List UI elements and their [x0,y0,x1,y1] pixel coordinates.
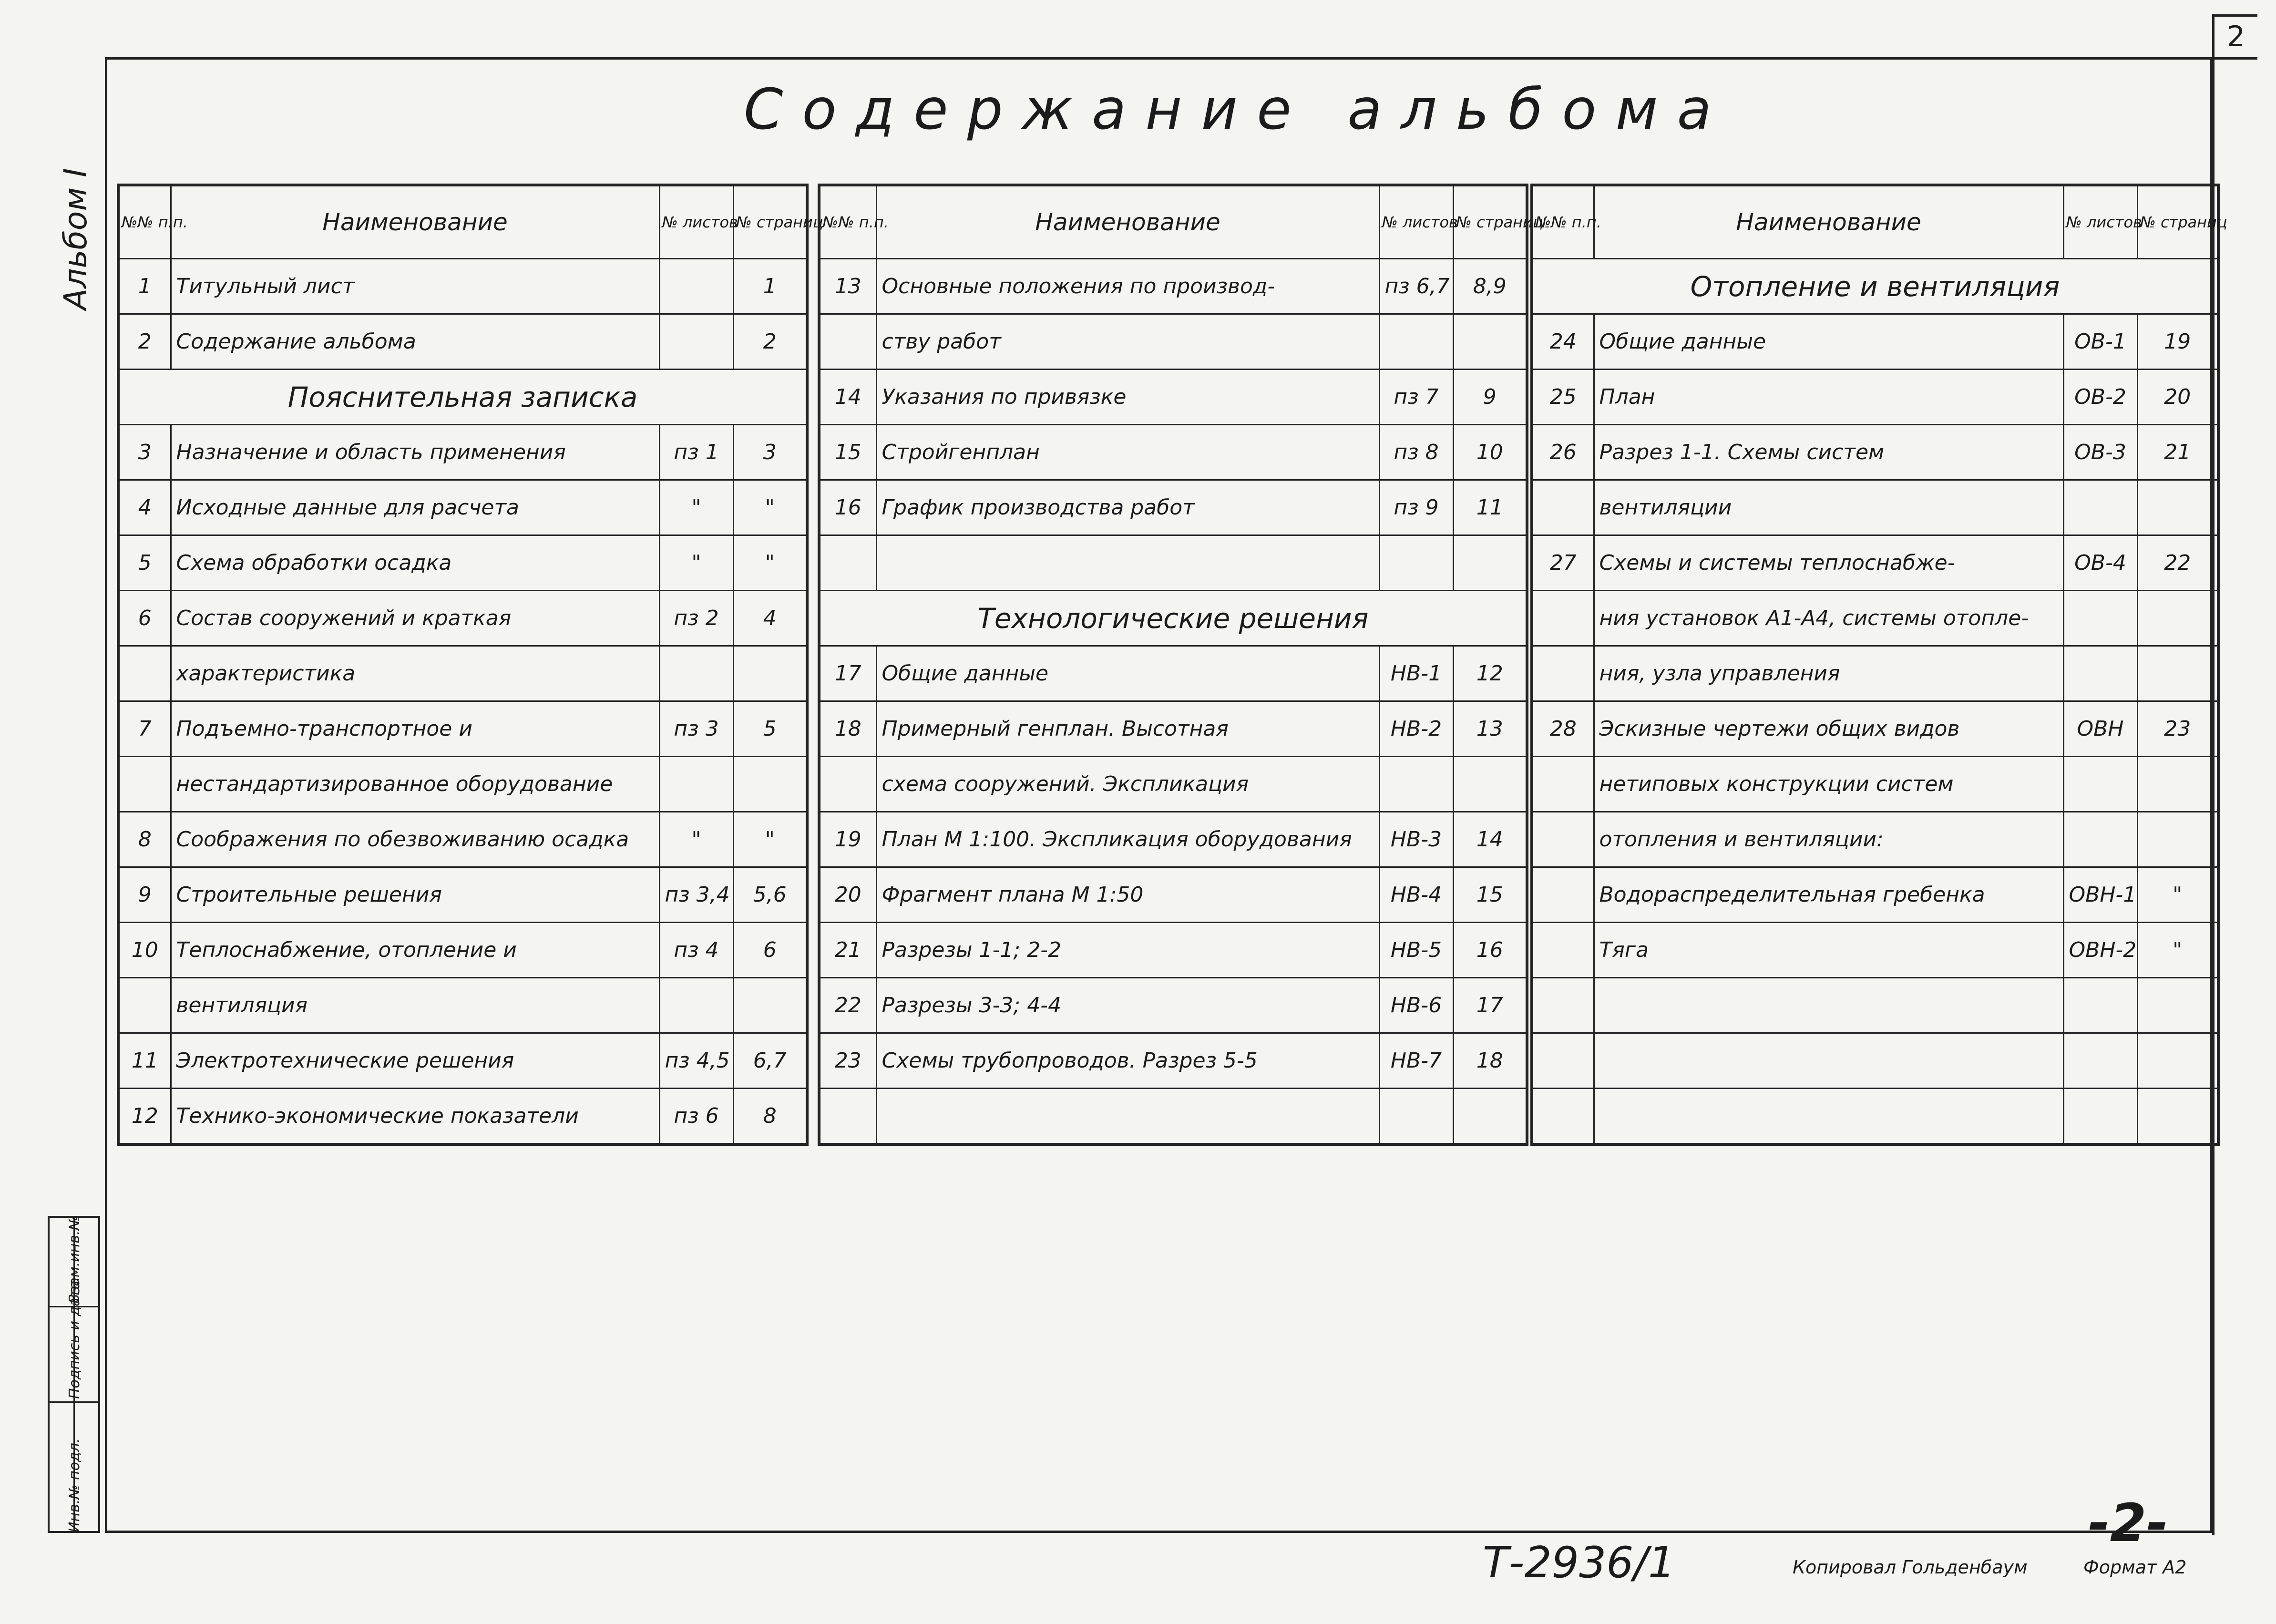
row-number [1532,978,1594,1033]
row-sheets: пз 2 [659,591,733,646]
row-pages: 22 [2137,535,2218,591]
section-row [118,370,807,425]
row-name: Эскизные чертежи общих видов [1594,701,2063,757]
row-number [1532,1033,1594,1089]
row-pages [2137,1033,2218,1089]
copied-by: Копировал Гольденбаум [1793,1557,2028,1578]
row-name: Фрагмент плана М 1:50 [876,867,1379,923]
row-name: нестандартизированное оборудование [171,757,659,812]
table-row [118,1089,807,1145]
page-number: -2- [2088,1492,2168,1553]
row-sheets [2063,1033,2137,1089]
header-name: Наименование [1594,185,2063,259]
table-row [118,701,807,757]
row-sheets: пз 6 [659,1089,733,1145]
row-sheets: ОВ-3 [2063,425,2137,480]
row-pages: 8 [733,1089,807,1145]
table-row [1532,314,2218,370]
table-row [118,591,807,646]
row-sheets: НВ-3 [1379,812,1453,867]
row-sheets [1379,314,1453,370]
row-name [876,535,1379,591]
row-number: 4 [118,480,171,535]
row-name: План [1594,370,2063,425]
row-number: 2 [118,314,171,370]
row-sheets [1379,535,1453,591]
row-pages: 9 [1453,370,1527,425]
row-pages [733,646,807,701]
table-row [118,978,807,1033]
row-name: Основные положения по производ- [876,259,1379,314]
table-row [118,535,807,591]
row-pages: 3 [733,425,807,480]
header-sheets: № листов [1379,185,1453,259]
table-row [1532,867,2218,923]
toc-table-1 [117,184,823,1146]
row-sheets [659,259,733,314]
row-sheets: НВ-6 [1379,978,1453,1033]
row-name: Стройгенплан [876,425,1379,480]
row-number: 10 [118,923,171,978]
table-row [819,259,1527,314]
row-number [1532,757,1594,812]
row-sheets [2063,591,2137,646]
table-row [118,757,807,812]
row-sheets [2063,978,2137,1033]
row-pages [1453,535,1527,591]
row-name: характеристика [171,646,659,701]
row-name: Разрезы 1-1; 2-2 [876,923,1379,978]
row-sheets: ОВ-2 [2063,370,2137,425]
row-number [1532,1089,1594,1145]
page-title: Содержание альбома [744,76,1731,142]
row-pages [2137,646,2218,701]
corner-page-number: 2 [2212,14,2257,60]
header-num: №№ п.п. [118,185,171,259]
row-name: Тяга [1594,923,2063,978]
row-sheets: ОВ-4 [2063,535,2137,591]
row-sheets: пз 6,7 [1379,259,1453,314]
row-name: схема сооружений. Экспликация [876,757,1379,812]
row-number [118,757,171,812]
row-sheets: НВ-4 [1379,867,1453,923]
row-number: 3 [118,425,171,480]
row-name: Состав сооружений и краткая [171,591,659,646]
row-number: 28 [1532,701,1594,757]
row-number: 13 [819,259,876,314]
table-row [1532,923,2218,978]
row-number: 11 [118,1033,171,1089]
table-row [819,1089,1527,1145]
row-sheets [659,757,733,812]
row-name: Разрезы 3-3; 4-4 [876,978,1379,1033]
row-pages: 6,7 [733,1033,807,1089]
row-number: 23 [819,1033,876,1089]
row-sheets [659,646,733,701]
side-stamp [48,1216,100,1533]
document-code: Т-2936/1 [1483,1538,1676,1588]
row-name: ству работ [876,314,1379,370]
row-sheets: пз 3,4 [659,867,733,923]
row-number [1532,646,1594,701]
row-name: Разрез 1-1. Схемы систем [1594,425,2063,480]
row-number: 14 [819,370,876,425]
row-name: ния установок А1-А4, системы отопле- [1594,591,2063,646]
row-sheets [2063,1089,2137,1145]
row-pages: 11 [1453,480,1527,535]
row-pages: " [733,812,807,867]
row-pages: 21 [2137,425,2218,480]
row-number: 15 [819,425,876,480]
table-row [1532,425,2218,480]
toc-table-2 [818,184,1543,1146]
row-sheets [2063,646,2137,701]
row-pages: 5 [733,701,807,757]
row-name: Соображения по обезвоживанию осадка [171,812,659,867]
row-sheets: НВ-7 [1379,1033,1453,1089]
row-name: Теплоснабжение, отопление и [171,923,659,978]
row-pages: " [733,535,807,591]
row-pages: 1 [733,259,807,314]
table-row [1532,701,2218,757]
row-pages [2137,757,2218,812]
row-name: Строительные решения [171,867,659,923]
table-row [1532,480,2218,535]
table-row [118,867,807,923]
row-sheets [1379,757,1453,812]
row-sheets: НВ-1 [1379,646,1453,701]
row-pages: 10 [1453,425,1527,480]
table-row [1532,646,2218,701]
row-number: 12 [118,1089,171,1145]
row-pages [1453,314,1527,370]
row-name: Титульный лист [171,259,659,314]
header-sheets: № листов [2063,185,2137,259]
table-row [819,535,1527,591]
table-row [118,812,807,867]
table-header-row [819,185,1527,259]
table-row [1532,591,2218,646]
toc-table-3 [1530,184,2227,1146]
table-row [118,425,807,480]
row-name [1594,1089,2063,1145]
row-name: Указания по привязке [876,370,1379,425]
row-number: 21 [819,923,876,978]
row-name: ния, узла управления [1594,646,2063,701]
row-pages [2137,1089,2218,1145]
table-row [1532,535,2218,591]
row-number: 6 [118,591,171,646]
row-sheets: НВ-5 [1379,923,1453,978]
row-pages: 2 [733,314,807,370]
section-row [819,591,1527,646]
row-name: Электротехнические решения [171,1033,659,1089]
row-pages [1453,757,1527,812]
row-sheets [2063,480,2137,535]
table-row [118,259,807,314]
row-pages: 20 [2137,370,2218,425]
row-name [1594,978,2063,1033]
row-pages: 6 [733,923,807,978]
sheet-format: Формат А2 [2083,1557,2187,1578]
header-name: Наименование [171,185,659,259]
section-row [1532,259,2218,314]
table-row [819,701,1527,757]
table-row [118,646,807,701]
table-row [819,646,1527,701]
row-number [118,646,171,701]
row-number [1532,591,1594,646]
header-pages: № страниц [1453,185,1527,259]
row-sheets: ОВН-1 [2063,867,2137,923]
row-number: 24 [1532,314,1594,370]
row-name: График производства работ [876,480,1379,535]
table-row [819,1033,1527,1089]
row-name: вентиляция [171,978,659,1033]
row-name: Общие данные [1594,314,2063,370]
row-pages: 18 [1453,1033,1527,1089]
row-name: Примерный генплан. Высотная [876,701,1379,757]
row-sheets: " [659,535,733,591]
row-sheets: пз 3 [659,701,733,757]
row-number: 22 [819,978,876,1033]
row-pages: 14 [1453,812,1527,867]
row-pages [1453,1089,1527,1145]
stamp-label-inventory: Инв.№ подл. [66,1438,83,1532]
table-row [118,480,807,535]
table-row [118,1033,807,1089]
row-number [1532,480,1594,535]
table-row [819,425,1527,480]
table-row [819,867,1527,923]
row-number: 26 [1532,425,1594,480]
row-number: 7 [118,701,171,757]
header-num: №№ п.п. [819,185,876,259]
row-name: Схема обработки осадка [171,535,659,591]
row-pages: 8,9 [1453,259,1527,314]
row-name: Содержание альбома [171,314,659,370]
table-row [819,480,1527,535]
row-name: Схемы и системы теплоснабже- [1594,535,2063,591]
row-name: Подъемно-транспортное и [171,701,659,757]
row-number: 1 [118,259,171,314]
row-pages: 15 [1453,867,1527,923]
row-number: 20 [819,867,876,923]
row-number: 17 [819,646,876,701]
header-sheets: № листов [659,185,733,259]
table-row [819,923,1527,978]
row-pages [2137,978,2218,1033]
table-row [118,923,807,978]
table-row [819,757,1527,812]
header-pages: № страниц [2137,185,2218,259]
header-name: Наименование [876,185,1379,259]
row-pages: " [2137,923,2218,978]
row-pages: " [733,480,807,535]
row-name: Схемы трубопроводов. Разрез 5-5 [876,1033,1379,1089]
row-number: 18 [819,701,876,757]
table-row [118,314,807,370]
row-pages [2137,591,2218,646]
row-number [118,978,171,1033]
section-title: Технологические решения [819,591,1527,646]
table-row [819,978,1527,1033]
row-number [819,314,876,370]
row-sheets [2063,812,2137,867]
row-pages: 4 [733,591,807,646]
row-name: План М 1:100. Экспликация оборудования [876,812,1379,867]
row-number [819,535,876,591]
row-number: 8 [118,812,171,867]
row-number [1532,867,1594,923]
section-title: Отопление и вентиляция [1532,259,2218,314]
row-name: Исходные данные для расчета [171,480,659,535]
row-pages: 5,6 [733,867,807,923]
row-name [876,1089,1379,1145]
row-pages: 13 [1453,701,1527,757]
row-pages [2137,812,2218,867]
row-pages: 16 [1453,923,1527,978]
row-pages: 23 [2137,701,2218,757]
row-name: Водораспределительная гребенка [1594,867,2063,923]
row-name: отопления и вентиляции: [1594,812,2063,867]
row-sheets: пз 8 [1379,425,1453,480]
table-row [819,314,1527,370]
row-number: 5 [118,535,171,591]
table-row [1532,370,2218,425]
row-sheets [1379,1089,1453,1145]
row-pages: 12 [1453,646,1527,701]
stamp-label-signature: Подпись и дата [66,1280,83,1399]
table-row [1532,757,2218,812]
table-row [1532,1089,2218,1145]
row-sheets [659,314,733,370]
row-number: 16 [819,480,876,535]
row-name: Назначение и область применения [171,425,659,480]
row-sheets: пз 9 [1379,480,1453,535]
row-number [819,757,876,812]
table-row [1532,1033,2218,1089]
table-row [819,370,1527,425]
row-sheets [659,978,733,1033]
row-name: Технико-экономические показатели [171,1089,659,1145]
row-number [1532,923,1594,978]
table-row [819,812,1527,867]
row-pages [2137,480,2218,535]
row-number: 27 [1532,535,1594,591]
table-header-row [1532,185,2218,259]
row-name: Общие данные [876,646,1379,701]
table-row [1532,978,2218,1033]
header-num: №№ п.п. [1532,185,1594,259]
row-sheets: пз 4 [659,923,733,978]
row-number: 25 [1532,370,1594,425]
row-name [1594,1033,2063,1089]
table-row [1532,812,2218,867]
row-pages: 19 [2137,314,2218,370]
row-name: вентиляции [1594,480,2063,535]
row-sheets: пз 4,5 [659,1033,733,1089]
row-number: 9 [118,867,171,923]
row-number [819,1089,876,1145]
row-sheets: пз 1 [659,425,733,480]
row-sheets: " [659,480,733,535]
row-pages [733,757,807,812]
row-pages [733,978,807,1033]
row-sheets: " [659,812,733,867]
stamp-label-replaced: Взам.инв.№ [66,1215,83,1304]
row-pages: " [2137,867,2218,923]
row-sheets: ОВН [2063,701,2137,757]
table-header-row [118,185,807,259]
row-number: 19 [819,812,876,867]
section-title: Пояснительная записка [118,370,807,425]
row-number [1532,812,1594,867]
row-sheets: пз 7 [1379,370,1453,425]
row-sheets [2063,757,2137,812]
row-sheets: ОВ-1 [2063,314,2137,370]
row-pages: 17 [1453,978,1527,1033]
row-sheets: НВ-2 [1379,701,1453,757]
header-pages: № страниц [733,185,807,259]
row-sheets: ОВН-2 [2063,923,2137,978]
row-name: нетиповых конструкции систем [1594,757,2063,812]
album-label: Альбом I [57,168,94,310]
